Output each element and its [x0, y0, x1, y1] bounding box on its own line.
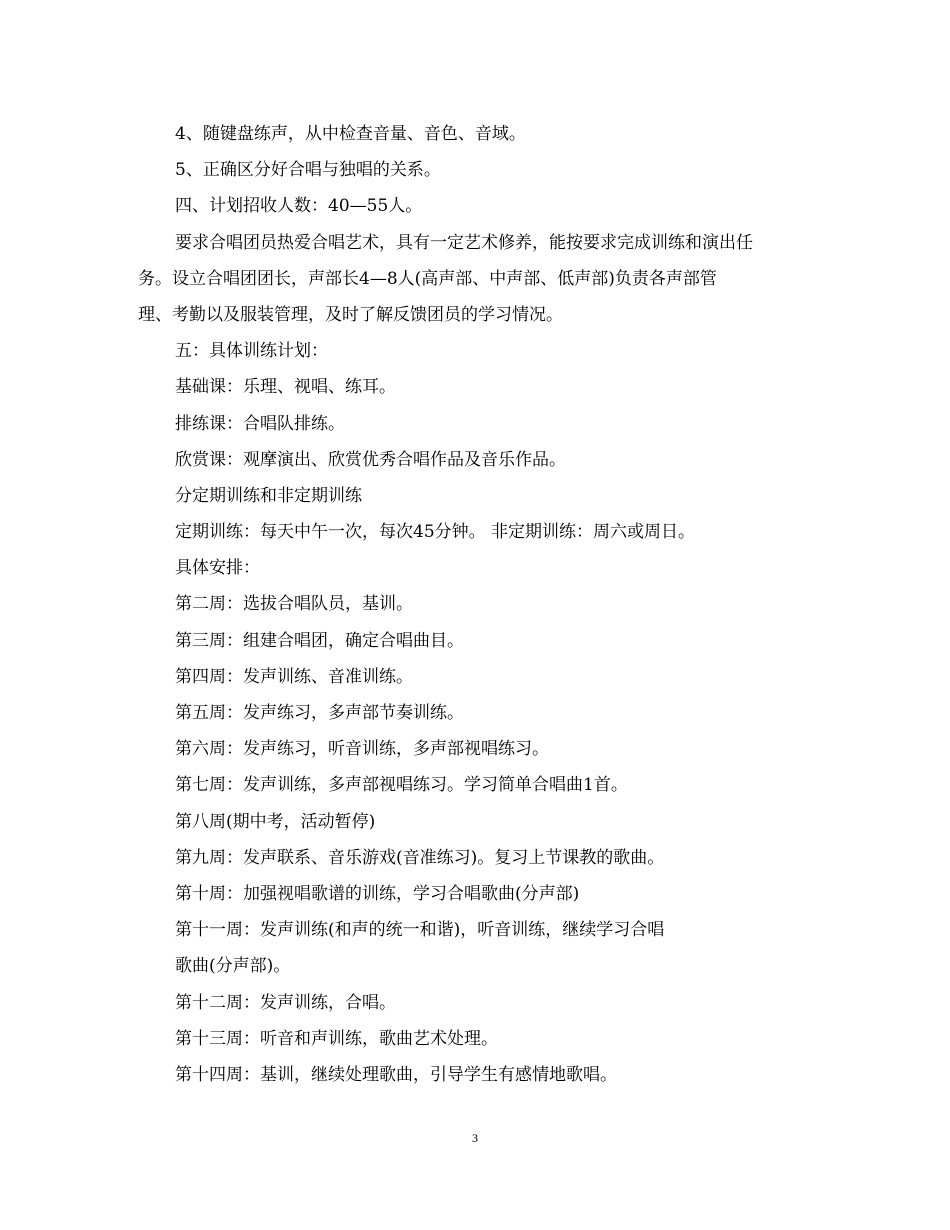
text-line: 基础课：乐理、视唱、练耳。	[175, 377, 396, 398]
text-line: 务。设立合唱团团长，声部长4—8人(高声部、中声部、低声部)负责各声部管	[138, 268, 717, 289]
schedule-item: 第五周：发声练习，多声部节奏训练。	[175, 703, 464, 723]
schedule-item: 第十二周：发声训练，合唱。	[175, 992, 396, 1013]
text-line: 具体安排：	[175, 558, 260, 579]
schedule-item: 第十周：加强视唱歌谱的训练，学习合唱歌曲(分声部)	[175, 883, 580, 904]
section-heading: 五：具体训练计划：	[175, 341, 328, 362]
section-heading: 四、计划招收人数：40—55人。	[175, 196, 423, 217]
text-line: 排练课：合唱队排练。	[175, 413, 345, 434]
schedule-item: 第十一周：发声训练(和声的统一和谐)，听音训练，继续学习合唱	[175, 920, 665, 941]
schedule-item: 第十三周：听音和声训练，歌曲艺术处理。	[175, 1028, 498, 1049]
schedule-item: 第六周：发声练习，听音训练，多声部视唱练习。	[175, 739, 549, 760]
text-line: 要求合唱团员热爱合唱艺术，具有一定艺术修养，能按要求完成训练和演出任	[175, 232, 753, 253]
schedule-item: 第四周：发声训练、音准训练。	[175, 666, 413, 687]
text-line: 理、考勤以及服装管理，及时了解反馈团员的学习情况。	[138, 304, 563, 325]
text-line: 4、随键盘练声，从中检查音量、音色、音域。	[175, 124, 526, 144]
text-line: 5、正确区分好合唱与独唱的关系。	[175, 160, 441, 181]
text-line: 欣赏课：观摩演出、欣赏优秀合唱作品及音乐作品。	[175, 449, 566, 470]
schedule-item: 第九周：发声联系、音乐游戏(音准练习)。复习上节课教的歌曲。	[175, 847, 665, 868]
schedule-item: 第十四周：基训，继续处理歌曲，引导学生有感情地歌唱。	[175, 1064, 617, 1085]
schedule-item: 第二周：选拔合唱队员，基训。	[175, 594, 413, 615]
page-number: 3	[472, 1131, 478, 1145]
schedule-item: 第三周：组建合唱团，确定合唱曲目。	[175, 630, 464, 651]
body-text	[138, 116, 818, 1093]
schedule-item: 第八周(期中考，活动暂停)	[175, 811, 376, 832]
text-line: 定期训练：每天中午一次，每次45分钟。 非定期训练：周六或周日。	[175, 522, 696, 543]
text-line: 分定期训练和非定期训练	[175, 485, 362, 506]
schedule-item: 第七周：发声训练，多声部视唱练习。学习简单合唱曲1首。	[175, 775, 628, 796]
schedule-item-continuation: 歌曲(分声部)。	[175, 956, 291, 977]
